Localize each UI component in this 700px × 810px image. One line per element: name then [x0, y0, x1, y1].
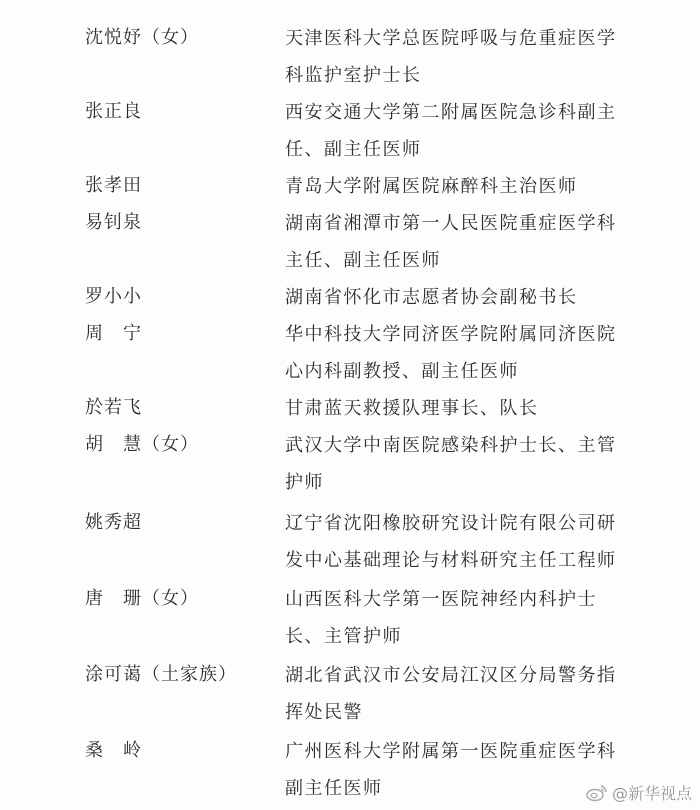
watermark-text: @新华视点 — [611, 784, 692, 803]
description-line: 心内科副教授、副主任医师 — [285, 361, 519, 382]
person-description — [285, 94, 615, 168]
person-name: 涂可蔼（土家族） — [85, 664, 237, 685]
description-line: 西安交通大学第二附属医院急诊科副主 — [285, 102, 617, 123]
description-line: 副主任医师 — [285, 778, 383, 799]
description-line: 护师 — [285, 472, 324, 493]
description-line: 湖南省怀化市志愿者协会副秘书长 — [285, 287, 578, 308]
person-description — [285, 279, 615, 316]
description-line: 主任、副主任医师 — [285, 250, 441, 271]
description-line: 天津医科大学总医院呼吸与危重症医学 — [285, 28, 617, 49]
description-line: 山西医科大学第一医院神经内科护士 — [285, 589, 597, 610]
person-name: 张孝田 — [85, 175, 142, 196]
person-description — [285, 316, 615, 390]
description-line: 长、主管护师 — [285, 626, 402, 647]
watermark — [586, 781, 692, 804]
description-line: 甘肃蓝天救援队理事长、队长 — [285, 398, 539, 419]
person-name: 张正良 — [85, 101, 142, 122]
person-name: 唐 珊（女） — [85, 588, 199, 609]
person-description — [285, 20, 615, 94]
person-description — [285, 168, 615, 205]
person-description — [285, 505, 615, 579]
person-name: 姚秀超 — [85, 512, 142, 533]
description-line: 辽宁省沈阳橡胶研究设计院有限公司研 — [285, 513, 617, 534]
person-name: 於若飞 — [85, 397, 142, 418]
person-name: 胡 慧（女） — [85, 434, 199, 455]
description-line: 武汉大学中南医院感染科护士长、主管 — [285, 435, 617, 456]
person-description — [285, 205, 615, 279]
person-name: 周 宁 — [85, 323, 142, 344]
person-description — [285, 390, 615, 427]
weibo-icon — [586, 784, 608, 802]
description-line: 青岛大学附属医院麻醉科主治医师 — [285, 176, 578, 197]
description-line: 广州医科大学附属第一医院重症医学科 — [285, 741, 617, 762]
description-line: 发中心基础理论与材料研究主任工程师 — [285, 550, 617, 571]
description-line: 任、副主任医师 — [285, 139, 422, 160]
description-line: 湖北省武汉市公安局江汉区分局警务指 — [285, 665, 617, 686]
person-name: 桑 岭 — [85, 740, 142, 761]
person-description — [285, 427, 615, 501]
description-line: 挥处民警 — [285, 702, 363, 723]
person-name: 易钊泉 — [85, 212, 142, 233]
description-line: 湖南省湘潭市第一人民医院重症医学科 — [285, 213, 617, 234]
person-description — [285, 657, 615, 731]
person-description — [285, 733, 615, 807]
person-name: 罗小小 — [85, 286, 142, 307]
person-description — [285, 581, 615, 655]
description-line: 华中科技大学同济医学院附属同济医院 — [285, 324, 617, 345]
person-name: 沈悦妤（女） — [85, 27, 199, 48]
description-line: 科监护室护士长 — [285, 65, 422, 86]
